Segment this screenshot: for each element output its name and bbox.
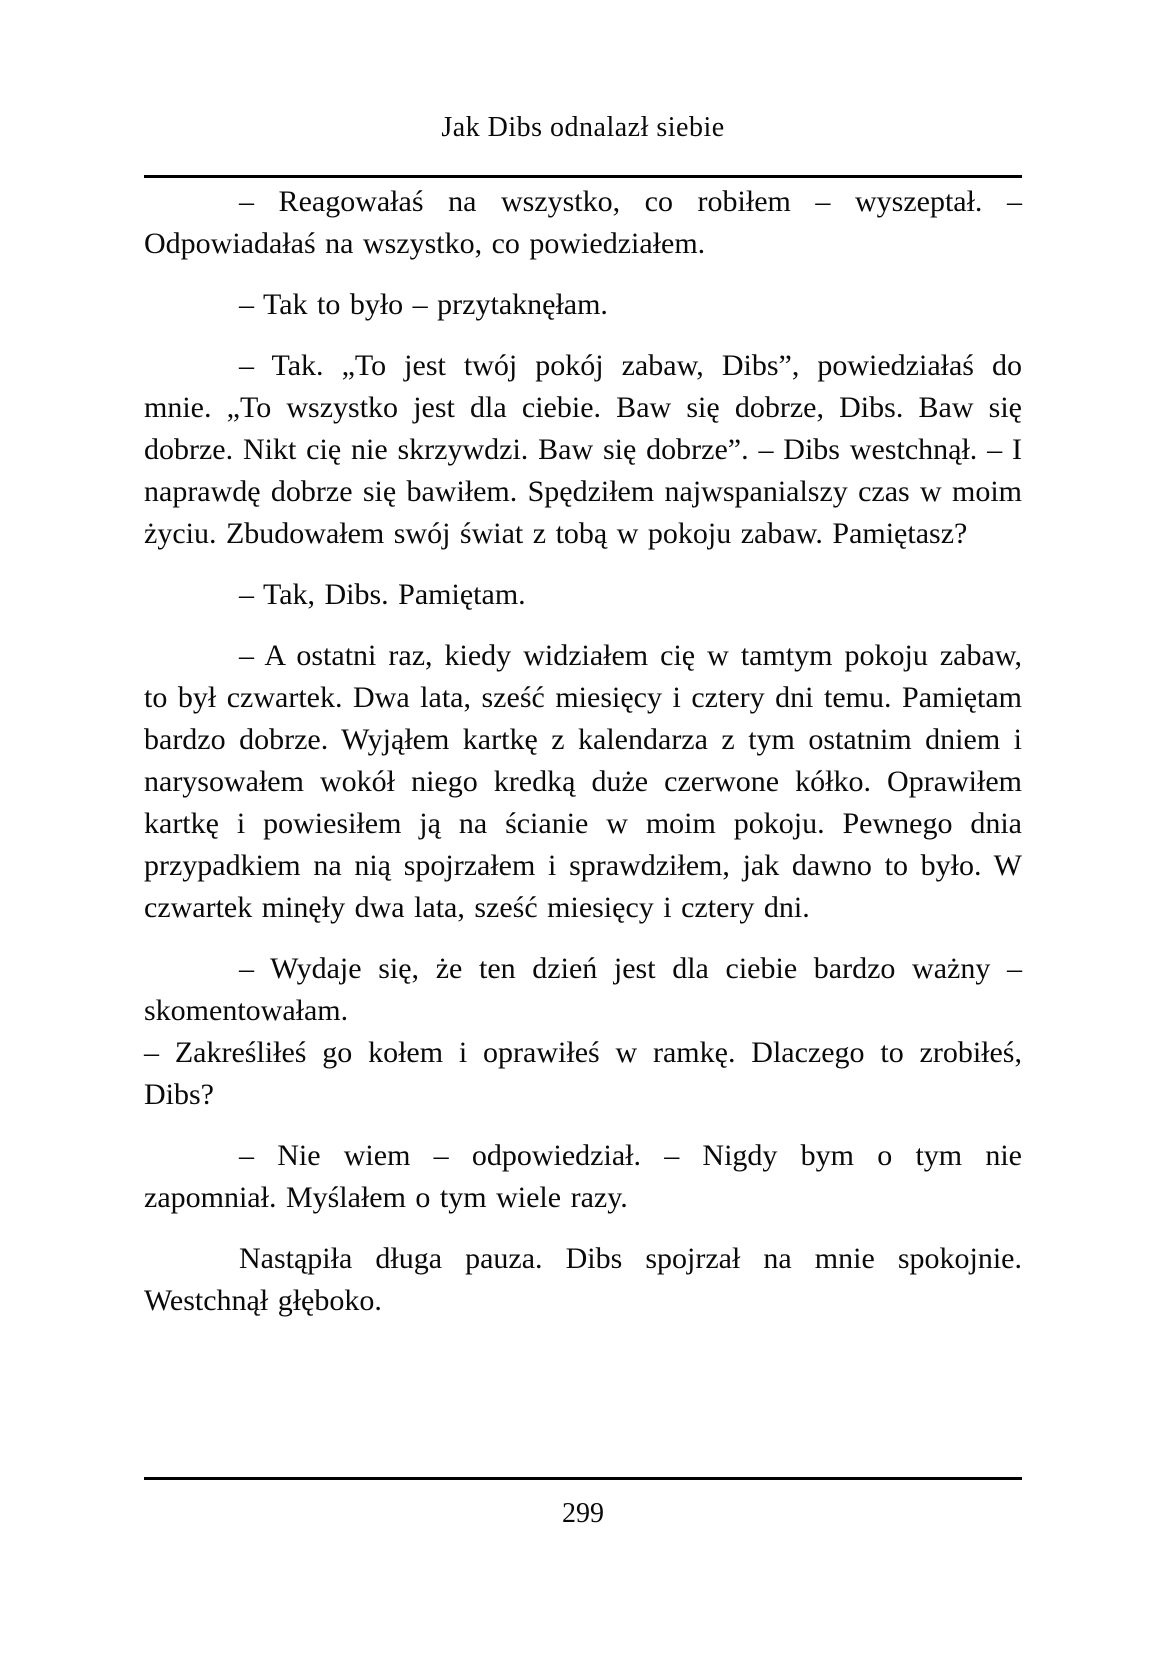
footer-rule — [144, 1477, 1022, 1480]
page-body — [144, 181, 1022, 1322]
header-rule — [144, 175, 1022, 178]
paragraph: – Reagowałaś na wszystko, co robiłem – wyszeptał. – Odpowiadałaś na wszystko, co powiedziałem. — [144, 185, 1022, 260]
page-number: 299 — [562, 1498, 604, 1529]
paragraph: Nastąpiła długa pauza. Dibs spojrzał na mnie spokojnie. Westchnął głęboko. — [144, 1242, 1022, 1317]
running-header: Jak Dibs odnalazł siebie — [441, 112, 725, 143]
paragraph: – Tak. „To jest twój pokój zabaw, Dibs”, powiedziałaś do mnie. „To wszystko jest dla ciebie. Baw się dobrze, Dibs. Baw się dobrze. Nikt cię nie skrzywdzi. Baw się dobrze”. – Dibs westchnął. – I naprawdę dobrze się bawiłem. Spędziłem najwspanialszy czas w moim życiu. Zbudowałem swój świat z tobą w pokoju zabaw. Pamiętasz? — [144, 349, 1022, 550]
paragraph: – Wydaje się, że ten dzień jest dla ciebie bardzo ważny – skomentowałam. — [144, 952, 1022, 1027]
paragraph: – Tak, Dibs. Pamiętam. — [239, 578, 526, 611]
paragraph: – A ostatni raz, kiedy widziałem cię w tamtym pokoju zabaw, to był czwartek. Dwa lata, sześć miesięcy i cztery dni temu. Pamiętam bardzo dobrze. Wyjąłem kartkę z kalendarza z tym ostatnim dniem i narysowałem wokół niego kredką duże czerwone kółko. Oprawiłem kartkę i powiesiłem ją na ścianie w moim pokoju. Pewnego dnia przypadkiem na nią spojrzałem i sprawdziłem, jak dawno to było. W czwartek minęły dwa lata, sześć miesięcy i cztery dni. — [144, 639, 1022, 924]
paragraph: – Nie wiem – odpowiedział. – Nigdy bym o tym nie zapomniał. Myślałem o tym wiele razy. — [144, 1139, 1022, 1214]
paragraph: – Zakreśliłeś go kołem i oprawiłeś w ramkę. Dlaczego to zrobiłeś, Dibs? — [144, 1036, 1022, 1111]
paragraph: – Tak to było – przytaknęłam. — [239, 288, 608, 321]
